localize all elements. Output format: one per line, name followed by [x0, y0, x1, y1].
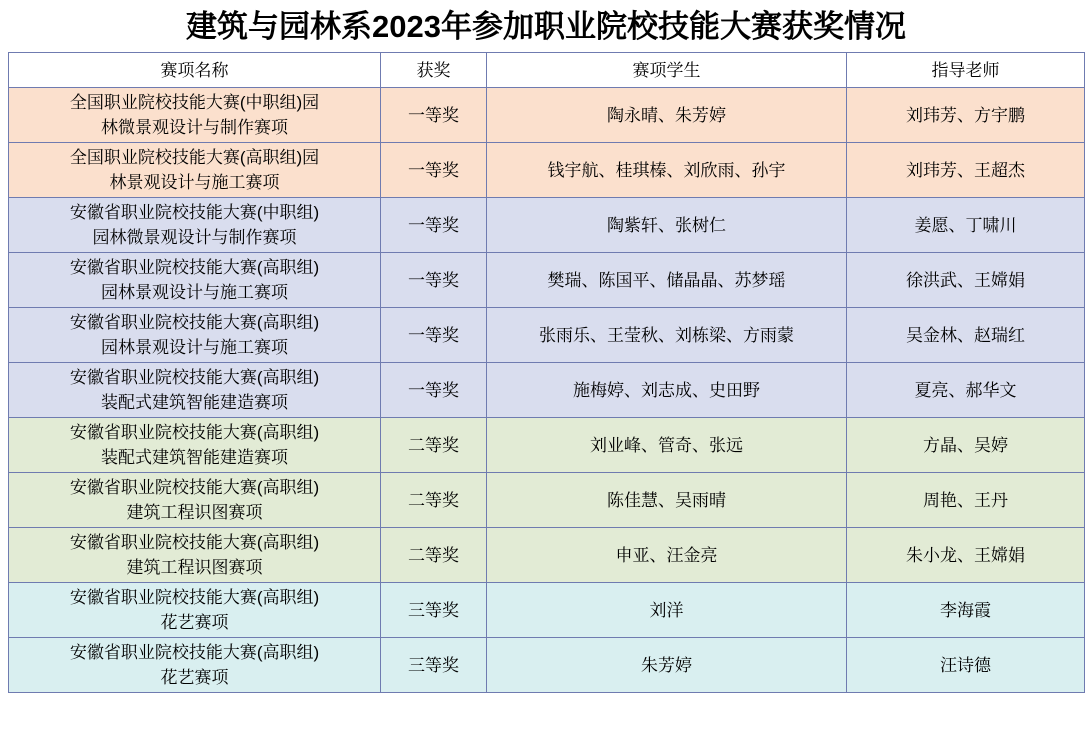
cell-prize: 三等奖	[381, 638, 487, 693]
cell-students: 张雨乐、王莹秋、刘栋梁、方雨蒙	[487, 308, 847, 363]
cell-teachers: 李海霞	[847, 583, 1085, 638]
table-row	[9, 528, 1085, 583]
event-name-line: 装配式建筑智能建造赛项	[101, 393, 288, 412]
cell-students: 钱宇航、桂琪榛、刘欣雨、孙宇	[487, 143, 847, 198]
table-row	[9, 143, 1085, 198]
table-header-row	[9, 53, 1085, 88]
award-table	[8, 52, 1085, 693]
cell-prize: 三等奖	[381, 583, 487, 638]
event-name-line: 全国职业院校技能大赛(中职组)园	[69, 93, 320, 112]
event-name-line: 安徽省职业院校技能大赛(高职组)	[69, 423, 320, 442]
event-name-line: 全国职业院校技能大赛(高职组)园	[69, 148, 320, 167]
cell-students: 樊瑞、陈国平、储晶晶、苏梦瑶	[487, 253, 847, 308]
event-name-line: 安徽省职业院校技能大赛(高职组)	[69, 533, 320, 552]
event-name-line: 花艺赛项	[160, 668, 229, 687]
cell-students: 陶紫轩、张树仁	[487, 198, 847, 253]
table-row	[9, 308, 1085, 363]
table-row	[9, 198, 1085, 253]
cell-event-name	[9, 473, 381, 528]
cell-students: 刘业峰、管奇、张远	[487, 418, 847, 473]
cell-teachers: 吴金林、赵瑞红	[847, 308, 1085, 363]
page-title: 建筑与园林系2023年参加职业院校技能大赛获奖情况	[186, 9, 906, 44]
cell-prize: 二等奖	[381, 528, 487, 583]
cell-students: 朱芳婷	[487, 638, 847, 693]
table-row	[9, 418, 1085, 473]
cell-students: 陶永晴、朱芳婷	[487, 88, 847, 143]
cell-prize: 一等奖	[381, 198, 487, 253]
cell-teachers: 姜愿、丁啸川	[847, 198, 1085, 253]
cell-teachers: 方晶、吴婷	[847, 418, 1085, 473]
event-name-line: 建筑工程识图赛项	[126, 503, 263, 522]
cell-prize: 一等奖	[381, 88, 487, 143]
column-header-event: 赛项名称	[9, 53, 381, 88]
cell-event-name	[9, 198, 381, 253]
event-name-line: 安徽省职业院校技能大赛(高职组)	[69, 588, 320, 607]
cell-students: 施梅婷、刘志成、史田野	[487, 363, 847, 418]
cell-teachers: 刘玮芳、方宇鹏	[847, 88, 1085, 143]
cell-event-name	[9, 308, 381, 363]
cell-students: 刘洋	[487, 583, 847, 638]
event-name-line: 林景观设计与施工赛项	[109, 173, 280, 192]
table-body	[9, 88, 1085, 693]
column-header-students: 赛项学生	[487, 53, 847, 88]
event-name-line: 装配式建筑智能建造赛项	[101, 448, 288, 467]
table-row	[9, 88, 1085, 143]
cell-prize: 一等奖	[381, 363, 487, 418]
event-name-line: 林微景观设计与制作赛项	[101, 118, 288, 137]
event-name-line: 安徽省职业院校技能大赛(高职组)	[69, 368, 320, 387]
event-name-line: 园林景观设计与施工赛项	[101, 283, 288, 302]
cell-event-name	[9, 363, 381, 418]
cell-event-name	[9, 528, 381, 583]
cell-event-name	[9, 418, 381, 473]
event-name-line: 园林景观设计与施工赛项	[101, 338, 288, 357]
cell-teachers: 刘玮芳、王超杰	[847, 143, 1085, 198]
table-row	[9, 583, 1085, 638]
cell-teachers: 徐洪武、王嫦娟	[847, 253, 1085, 308]
event-name-line: 花艺赛项	[160, 613, 229, 632]
column-header-teachers: 指导老师	[847, 53, 1085, 88]
event-name-line: 安徽省职业院校技能大赛(高职组)	[69, 313, 320, 332]
table-row	[9, 473, 1085, 528]
cell-event-name	[9, 638, 381, 693]
cell-prize: 一等奖	[381, 253, 487, 308]
cell-teachers: 夏亮、郝华文	[847, 363, 1085, 418]
event-name-line: 园林微景观设计与制作赛项	[92, 228, 297, 247]
table-row	[9, 253, 1085, 308]
cell-prize: 一等奖	[381, 308, 487, 363]
event-name-line: 安徽省职业院校技能大赛(中职组)	[69, 203, 320, 222]
event-name-line: 安徽省职业院校技能大赛(高职组)	[69, 643, 320, 662]
event-name-line: 安徽省职业院校技能大赛(高职组)	[69, 478, 320, 497]
cell-students: 陈佳慧、吴雨晴	[487, 473, 847, 528]
cell-event-name	[9, 143, 381, 198]
event-name-line: 建筑工程识图赛项	[126, 558, 263, 577]
cell-prize: 一等奖	[381, 143, 487, 198]
cell-teachers: 朱小龙、王嫦娟	[847, 528, 1085, 583]
cell-event-name	[9, 88, 381, 143]
event-name-line: 安徽省职业院校技能大赛(高职组)	[69, 258, 320, 277]
cell-prize: 二等奖	[381, 418, 487, 473]
cell-event-name	[9, 583, 381, 638]
column-header-prize: 获奖	[381, 53, 487, 88]
table-header	[9, 53, 1085, 88]
table-row	[9, 363, 1085, 418]
cell-teachers: 周艳、王丹	[847, 473, 1085, 528]
cell-event-name	[9, 253, 381, 308]
cell-teachers: 汪诗德	[847, 638, 1085, 693]
cell-prize: 二等奖	[381, 473, 487, 528]
cell-students: 申亚、汪金亮	[487, 528, 847, 583]
table-row	[9, 638, 1085, 693]
